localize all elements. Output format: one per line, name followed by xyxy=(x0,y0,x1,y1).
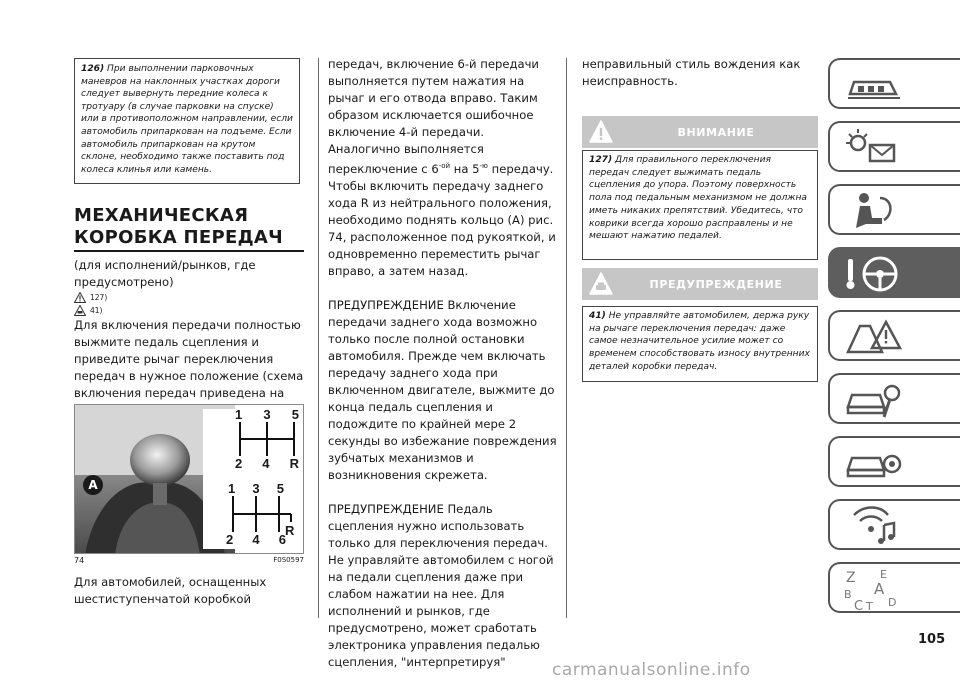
tab-dashboard[interactable] xyxy=(828,58,960,109)
svg-text:Z: Z xyxy=(846,570,856,586)
section-title: МЕХАНИЧЕСКАЯ КОРОБКА ПЕРЕДАЧ xyxy=(74,205,283,248)
seat-safety-icon xyxy=(844,190,904,232)
caution-car-icon xyxy=(74,305,86,316)
ref-127: 127) xyxy=(74,291,306,304)
figure-74-gear-lever xyxy=(74,404,304,554)
warning-header-caution: ПРЕДУПРЕЖДЕНИЕ xyxy=(582,268,818,300)
column-divider xyxy=(318,58,319,618)
figure-caption: 74 F0S0597 xyxy=(74,556,304,565)
watermark: carmanualsonline.info xyxy=(552,660,751,680)
warning-triangle-icon xyxy=(588,119,614,145)
road-hazard-icon xyxy=(844,316,904,358)
label-a-ring: A xyxy=(83,475,103,495)
column-2-text xyxy=(328,56,560,671)
svg-text:E: E xyxy=(880,568,887,581)
availability-note: (для исполнений/рынков, где предусмотрено) xyxy=(74,258,256,289)
svg-text:A: A xyxy=(874,580,885,598)
ref-41: 41) xyxy=(74,304,306,317)
tab-warning-lights[interactable] xyxy=(828,121,960,172)
media-phone-icon xyxy=(844,505,904,547)
svg-text:T: T xyxy=(866,600,873,613)
page-number: 105 xyxy=(918,632,946,647)
paragraph-reverse-warning: ПРЕДУПРЕЖДЕНИЕ Включение передачи заднего хода возможно только после полной остановки автомобиля. Прежде чем включать передачу заднего хода при включенном двигателе, выжмите до конца педаль сцепления и подождите по крайней мере 2 секунды во избежание повреждения зубчатых механизмов и возникновения скрежета. xyxy=(328,297,557,482)
car-specs-icon xyxy=(844,442,904,484)
warning-triangle-icon xyxy=(74,292,86,303)
column-3-intro: неправильный стиль вождения как неисправность. xyxy=(582,57,801,88)
gear-pattern-6speed: 1 3 5 2 4 6 R xyxy=(226,481,295,547)
svg-text:C: C xyxy=(854,599,864,613)
key-steering-icon xyxy=(844,253,904,295)
gear-pattern-5speed: 1 3 5 2 4 R xyxy=(235,407,299,471)
svg-text:D: D xyxy=(888,596,897,609)
paragraph-gear-engage: Для включения передачи полностью выжмите педаль сцепления и приведите рычаг переключения передач в нужное положение (схема включения передач приведена на xyxy=(74,318,304,400)
column-divider xyxy=(566,58,567,618)
tab-safety[interactable] xyxy=(828,184,960,235)
caution-car-icon xyxy=(588,271,614,297)
tab-starting-driving[interactable] xyxy=(828,247,960,298)
warning-header-attention: ВНИМАНИЕ xyxy=(582,116,818,148)
tab-specifications[interactable] xyxy=(828,436,960,487)
index-letters-icon xyxy=(844,568,944,613)
tab-index[interactable] xyxy=(828,562,960,613)
tab-multimedia[interactable] xyxy=(828,499,960,550)
warning-lights-icon xyxy=(844,127,904,169)
car-dashboard-icon xyxy=(844,64,904,106)
warning-box-attention: 127) Для правильного переключения передач следует выжимать педаль сцепления до упора. Поэтому поверхность пола под педальным механизмом не должна иметь никаких препятствий. Убедитесь, что коврики всегда хорошо расправлены и не мешают нажатию педалей. xyxy=(582,150,818,260)
tab-emergency[interactable] xyxy=(828,310,960,361)
paragraph-six-speed-start: Для автомобилей, оснащенных шестиступенчатой коробкой xyxy=(74,575,267,606)
tab-service[interactable] xyxy=(828,373,960,424)
paragraph-clutch-warning: ПРЕДУПРЕЖДЕНИЕ Педаль сцепления нужно использовать только для переключения передач. Не управляйте автомобилем с ногой на педали сцепления даже при слабом нажатии на нее. Для исполнений и рынков, где предусмотрено, может сработать электроника управления педалью сцепления, "интерпретируя" xyxy=(328,501,554,669)
column-1-text xyxy=(74,257,306,419)
car-service-icon xyxy=(844,379,904,421)
paragraph-six-speed: передач, включение 6-й передачи выполняется путем нажатия на рычаг и его отвода вправо. Таким образом исключается ошибочное включение 4-й передачи. Аналогично выполняется переключение с $6^{-ой}$ на $5^{-ю}$ передачу. Чтобы включить передачу заднего хода R из нейтрального положения, необходимо поднять кольцо (A) рис. 74, расположенное под рукояткой, и одновременно переместить рычаг вправо, а затем назад. xyxy=(328,57,556,278)
svg-text:B: B xyxy=(844,588,852,601)
note-ref: 126) xyxy=(81,64,105,74)
note-text: При выполнении парковочных маневров на наклонных участках дороги следует вывернуть передние колеса к тротуару (в случае парковки на спуске) или в противоположном направлении, если автомобиль припаркован на подъеме. Если автомобиль припаркован на крутом склоне, необходимо также поставить под колеса клинья или камень. xyxy=(81,64,293,175)
title-underline xyxy=(74,250,304,252)
warning-box-caution: 41) Не управляйте автомобилем, держа руку на рычаге переключения передач: даже самое незначительное усилие может со временем способствовать износу внутренних деталей коробки передач. xyxy=(582,306,818,382)
note-box xyxy=(74,58,300,184)
